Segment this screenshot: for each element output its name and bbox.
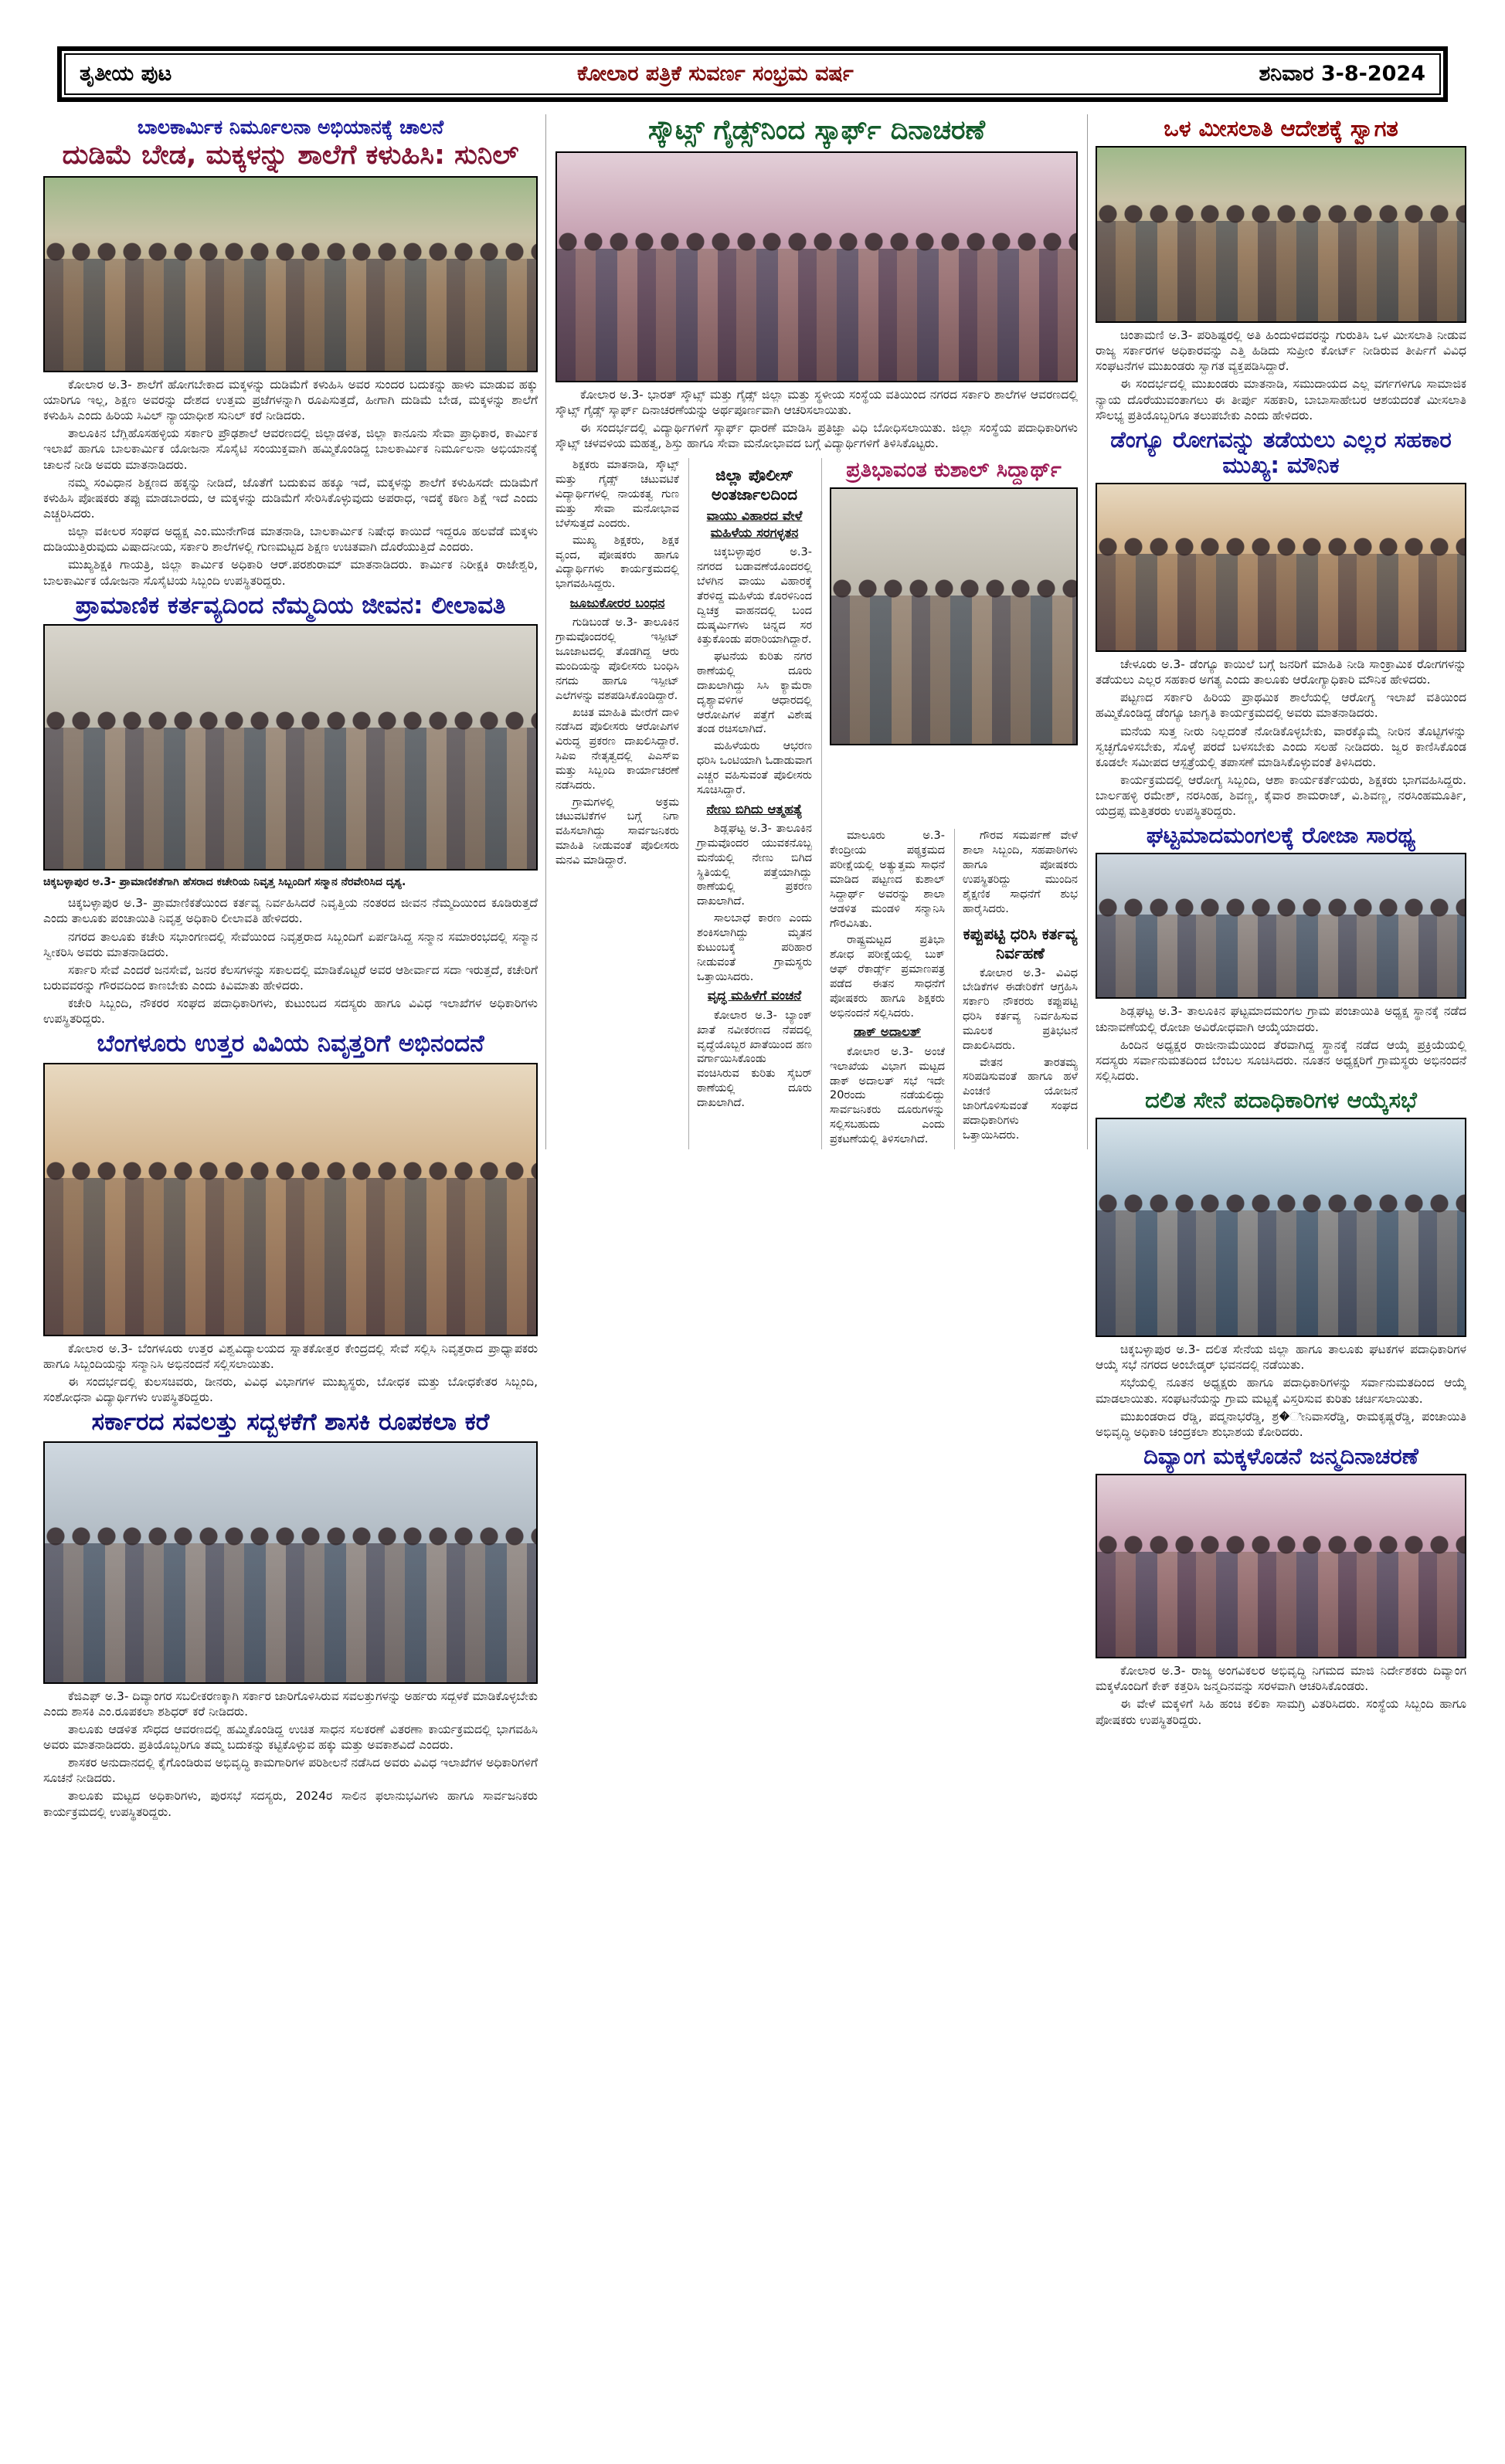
body-paragraph: ಕೋಲಾರ ಅ.3- ಭಾರತ್ ಸ್ಕೌಟ್ಸ್ ಮತ್ತು ಗೈಡ್ಸ್ ಜಿಲ್ಲಾ ಮತ್ತು ಸ್ಥಳೀಯ ಸಂಸ್ಥೆಯ ವತಿಯಿಂದ ನಗರದ ಸರ್ಕಾರಿ ಶಾಲೆಗಳ ಆವರಣದಲ್ಲಿ ಸ್ಕೌಟ್ಸ್ ಗೈಡ್ಸ್ ಸ್ಕಾರ್ಫ್ ದಿನಾಚರಣೆಯನ್ನು ಅರ್ಥಪೂರ್ಣವಾಗಿ ಆಚರಿಸಲಾಯಿತು. — [555, 387, 1078, 418]
body-paragraph: ಚಿಕ್ಕಬಳ್ಳಾಪುರ ಅ.3- ದಲಿತ ಸೇನೆಯ ಜಿಲ್ಲಾ ಹಾಗೂ ತಾಲೂಕು ಘಟಕಗಳ ಪದಾಧಿಕಾರಿಗಳ ಆಯ್ಕೆ ಸಭೆ ನಗರದ ಅಂಬೇಡ್ಕರ್ ಭವನದಲ್ಲಿ ನಡೆಯಿತು. — [1096, 1342, 1466, 1373]
body-paragraph: ಸಭೆಯಲ್ಲಿ ನೂತನ ಅಧ್ಯಕ್ಷರು ಹಾಗೂ ಪದಾಧಿಕಾರಿಗಳನ್ನು ಸರ್ವಾನುಮತದಿಂದ ಆಯ್ಕೆ ಮಾಡಲಾಯಿತು. ಸಂಘಟನೆಯನ್ನು ಗ್ರಾಮ ಮಟ್ಟಕ್ಕೆ ವಿಸ್ತರಿಸುವ ಕುರಿತು ಚರ್ಚಿಸಲಾಯಿತು. — [1096, 1376, 1466, 1406]
article-internal-reservation — [1096, 114, 1466, 426]
body-paragraph: ಮುಖ್ಯ ಶಿಕ್ಷಕರು, ಶಿಕ್ಷಕ ವೃಂದ, ಪೋಷಕರು ಹಾಗೂ ವಿದ್ಯಾರ್ಥಿಗಳು ಕಾರ್ಯಕ್ರಮದಲ್ಲಿ ಭಾಗವಹಿಸಿದ್ದರು. — [555, 534, 679, 591]
body-paragraph: ಶಿಡ್ಲಘಟ್ಟ ಅ.3- ತಾಲೂಕಿನ ಗ್ರಾಮವೊಂದರ ಯುವಕನೊಬ್ಬ ಮನೆಯಲ್ಲಿ ನೇಣು ಬಿಗಿದ ಸ್ಥಿತಿಯಲ್ಲಿ ಪತ್ತೆಯಾಗಿದ್ದು ಠಾಣೆಯಲ್ಲಿ ಪ್ರಕರಣ ದಾಖಲಾಗಿದೆ. — [697, 823, 812, 908]
article-headline: ದಿವ್ಯಾಂಗ ಮಕ್ಕಳೊಡನೆ ಜನ್ಮದಿನಾಚರಣೆ — [1143, 1443, 1418, 1470]
middle-column — [545, 114, 1088, 1149]
masthead-inner — [64, 53, 1441, 95]
photo-caption: ಚಿಕ್ಕಬಳ್ಳಾಪುರ ಅ.3- ಪ್ರಾಮಾಣಿಕತೆಗಾಗಿ ಹೆಸರಾದ ಕಚೇರಿಯ ನಿವೃತ್ತ ಸಿಬ್ಬಂದಿಗೆ ಸನ್ಮಾನ ನೆರವೇರಿಸಿದ ದೃಶ್ಯ. — [43, 876, 406, 889]
body-paragraph: ಜಿಲ್ಲಾ ವಕೀಲರ ಸಂಘದ ಅಧ್ಯಕ್ಷ ಎಂ.ಮುನೇಗೌಡ ಮಾತನಾಡಿ, ಬಾಲಕಾರ್ಮಿಕ ನಿಷೇಧ ಕಾಯಿದೆ ಇದ್ದರೂ ಹಲವೆಡೆ ಮಕ್ಕಳು ದುಡಿಯುತ್ತಿರುವುದು ವಿಷಾದನೀಯ, ಸರ್ಕಾರಿ ಶಾಲೆಗಳಲ್ಲಿ ಗುಣಮಟ್ಟದ ಶಿಕ್ಷಣ ಉಚಿತವಾಗಿ ದೊರೆಯುತ್ತಿದೆ ಎಂದರು. — [43, 524, 538, 555]
body-paragraph: ರಾಷ್ಟ್ರಮಟ್ಟದ ಪ್ರತಿಭಾ ಶೋಧ ಪರೀಕ್ಷೆಯಲ್ಲಿ ಬುಕ್ ಆಫ್ ರೆಕಾರ್ಡ್ಸ್ ಪ್ರಮಾಣಪತ್ರ ಪಡೆದ ಈತನ ಸಾಧನೆಗೆ ಪೋಷಕರು ಹಾಗೂ ಶಿಕ್ಷಕರು ಅಭಿನಂದನೆ ಸಲ್ಲಿಸಿದರು. — [830, 934, 945, 1020]
article-intro — [555, 387, 1078, 452]
mini-body — [555, 616, 679, 867]
body-paragraph: ಚಿಕ್ಕಬಳ್ಳಾಪುರ ಅ.3- ನಗರದ ಬಡಾವಣೆಯೊಂದರಲ್ಲಿ ಬೆಳಗಿನ ವಾಯು ವಿಹಾರಕ್ಕೆ ತೆರಳಿದ್ದ ಮಹಿಳೆಯ ಕೊರಳಿನಿಂದ ದ್ವಿಚಕ್ರ ವಾಹನದಲ್ಲಿ ಬಂದ ದುಷ್ಕರ್ಮಿಗಳು ಚಿನ್ನದ ಸರ ಕಿತ್ತುಕೊಂಡು ಪರಾರಿಯಾಗಿದ್ದಾರೆ. — [697, 546, 812, 647]
mini-column-4 — [954, 829, 1078, 1149]
article-honest-duty — [43, 591, 538, 1030]
body-paragraph: ಈ ಸಂದರ್ಭದಲ್ಲಿ ಮುಖಂಡರು ಮಾತನಾಡಿ, ಸಮುದಾಯದ ಎಲ್ಲ ವರ್ಗಗಳಿಗೂ ಸಾಮಾಜಿಕ ನ್ಯಾಯ ದೊರೆಯುವಂತಾಗಲು ಈ ತೀರ್ಪು ಸಹಕಾರಿ, ಬಾಬಾಸಾಹೇಬರ ಆಶಯದಂತೆ ಮೀಸಲಾತಿ ಸೌಲಭ್ಯ ಪ್ರತಿಯೊಬ್ಬರಿಗೂ ತಲುಪಬೇಕು ಎಂದು ಹೇಳಿದರು. — [1096, 377, 1466, 423]
article-roja-president — [1096, 821, 1466, 1086]
body-paragraph: ಕೋಲಾರ ಅ.3- ಬೆಂಗಳೂರು ಉತ್ತರ ವಿಶ್ವವಿದ್ಯಾಲಯದ ಸ್ನಾತಕೋತ್ತರ ಕೇಂದ್ರದಲ್ಲಿ ಸೇವೆ ಸಲ್ಲಿಸಿ ನಿವೃತ್ತರಾದ ಪ್ರಾಧ್ಯಾಪಕರು ಹಾಗೂ ಸಿಬ್ಬಂದಿಯನ್ನು ಸನ್ಮಾನಿಸಿ ಅಭಿನಂದನೆ ಸಲ್ಲಿಸಲಾಯಿತು. — [43, 1341, 538, 1371]
body-paragraph: ನಗರದ ತಾಲೂಕು ಕಚೇರಿ ಸಭಾಂಗಣದಲ್ಲಿ ಸೇವೆಯಿಂದ ನಿವೃತ್ತರಾದ ಸಿಬ್ಬಂದಿಗೆ ಏರ್ಪಡಿಸಿದ್ದ ಸನ್ಮಾನ ಸಮಾರಂಭದಲ್ಲಿ ಸನ್ಮಾನ ಸ್ವೀಕರಿಸಿ ಅವರು ಮಾತನಾಡಿದರು. — [43, 929, 538, 959]
article-divyang-birthday — [1096, 1442, 1466, 1730]
mini-headline-fraud: ವೃದ್ಧ ಮಹಿಳೆಗೆ ವಂಚನೆ — [707, 988, 802, 1003]
news-photo — [1096, 483, 1466, 652]
mini-column-3 — [821, 829, 945, 1149]
article-headline: ಘಟ್ಟಮಾದಮಂಗಲಕ್ಕೆ ರೋಜಾ ಸಾರಥ್ಯ — [1146, 822, 1416, 849]
mini-headline-chain-snatching: ವಾಯು ವಿಹಾರದ ವೇಳೆ ಮಹಿಳೆಯ ಸರಗಳ್ಳತನ — [706, 508, 803, 540]
article-headline: ಡೆಂಗ್ಯೂ ರೋಗವನ್ನು ತಡೆಯಲು ಎಲ್ಲರ ಸಹಕಾರ ಮುಖ್ಯ: ಮೌನಿಕ — [1110, 426, 1452, 478]
right-column — [1096, 114, 1466, 1730]
mini-body — [830, 1045, 945, 1147]
mini-headline-police-web: ಜಿಲ್ಲಾ ಪೊಲೀಸ್ ಅಂತರ್ಜಾಲದಿಂದ — [711, 466, 798, 504]
news-photo — [830, 487, 1078, 745]
kushal-feature-block — [821, 458, 1078, 829]
body-paragraph: ಕಾರ್ಯಕ್ರಮದಲ್ಲಿ ಆರೋಗ್ಯ ಸಿಬ್ಬಂದಿ, ಆಶಾ ಕಾರ್ಯಕರ್ತೆಯರು, ಶಿಕ್ಷಕರು ಭಾಗವಹಿಸಿದ್ದರು. ಬಾರ್ಲಹಳ್ಳಿ ರಮೇಶ್, ನರಸಿಂಹ, ಶಿವಣ್ಣ, ಕೈವಾರ ಶಾಮರಾಜ್, ವಿ.ಶಿವಣ್ಣ, ನರಸಿಂಹಮೂರ್ತಿ, ಯದ್ರಪ್ಪ ಮತ್ತಿತರರು ಉಪಸ್ಥಿತರಿದ್ದರು. — [1096, 772, 1466, 819]
body-paragraph: ಕೋಲಾರ ಅ.3- ಬ್ಯಾಂಕ್ ಖಾತೆ ನವೀಕರಣದ ನೆಪದಲ್ಲಿ ವೃದ್ಧೆಯೊಬ್ಬರ ಖಾತೆಯಿಂದ ಹಣ ವರ್ಗಾಯಿಸಿಕೊಂಡು ವಂಚಿಸಿರುವ ಕುರಿತು ಸೈಬರ್ ಠಾಣೆಯಲ್ಲಿ ದೂರು ದಾಖಲಾಗಿದೆ. — [697, 1009, 812, 1109]
news-photo — [555, 151, 1078, 382]
body-paragraph: ಮಾಲೂರು ಅ.3- ಕೇಂದ್ರೀಯ ಪಠ್ಯಕ್ರಮದ ಪರೀಕ್ಷೆಯಲ್ಲಿ ಅತ್ಯುತ್ತಮ ಸಾಧನೆ ಮಾಡಿದ ಪಟ್ಟಣದ ಕುಶಾಲ್ ಸಿದ್ದಾರ್ಥ್ ಅವರನ್ನು ಶಾಲಾ ಆಡಳಿತ ಮಂಡಳಿ ಸನ್ಮಾನಿಸಿ ಗೌರವಿಸಿತು. — [830, 830, 945, 930]
article-headline: ದಲಿತ ಸೇನೆ ಪದಾಧಿಕಾರಿಗಳ ಆಯ್ಕೆಸಭೆ — [1145, 1087, 1417, 1114]
body-paragraph: ಸಾಲಬಾಧೆ ಕಾರಣ ಎಂದು ಶಂಕಿಸಲಾಗಿದ್ದು ಮೃತನ ಕುಟುಂಬಕ್ಕೆ ಪರಿಹಾರ ನೀಡುವಂತೆ ಗ್ರಾಮಸ್ಥರು ಒತ್ತಾಯಿಸಿದರು. — [697, 912, 812, 983]
news-photo — [1096, 1474, 1466, 1658]
body-paragraph: ಸರ್ಕಾರಿ ಸೇವೆ ಎಂದರೆ ಜನಸೇವೆ, ಜನರ ಕೆಲಸಗಳನ್ನು ಸಕಾಲದಲ್ಲಿ ಮಾಡಿಕೊಟ್ಟರೆ ಅವರ ಆಶೀರ್ವಾದ ಸದಾ ಇರುತ್ತದೆ, ಕಚೇರಿಗೆ ಬರುವವರನ್ನು ಗೌರವದಿಂದ ಕಾಣಬೇಕು ಎಂದು ಕಿವಿಮಾತು ಹೇಳಿದರು. — [43, 962, 538, 993]
article-body — [43, 1341, 538, 1406]
article-mla-roopakala — [43, 1407, 538, 1821]
body-paragraph: ಶಾಸಕರ ಅನುದಾನದಲ್ಲಿ ಕೈಗೊಂಡಿರುವ ಅಭಿವೃದ್ಧಿ ಕಾಮಗಾರಿಗಳ ಪರಿಶೀಲನೆ ನಡೆಸಿದ ಅವರು ವಿವಿಧ ಇಲಾಖೆಗಳ ಅಧಿಕಾರಿಗಳಿಗೆ ಸೂಚನೆ ನೀಡಿದರು. — [43, 1756, 538, 1786]
body-paragraph: ತಾಲೂಕು ಮಟ್ಟದ ಅಧಿಕಾರಿಗಳು, ಪುರಸಭೆ ಸದಸ್ಯರು, 2024ರ ಸಾಲಿನ ಫಲಾನುಭವಿಗಳು ಹಾಗೂ ಸಾರ್ವಜನಿಕರು ಕಾರ್ಯಕ್ರಮದಲ್ಲಿ ಉಪಸ್ಥಿತರಿದ್ದರು. — [43, 1789, 538, 1819]
article-body — [1096, 328, 1466, 423]
article-body — [43, 1688, 538, 1820]
article-headline: ದುಡಿಮೆ ಬೇಡ, ಮಕ್ಕಳನ್ನು ಶಾಲೆಗೆ ಕಳುಹಿಸಿ: ಸುನಿಲ್ — [62, 140, 519, 171]
body-paragraph: ಶಿಕ್ಷಕರು ಮಾತನಾಡಿ, ಸ್ಕೌಟ್ಸ್ ಮತ್ತು ಗೈಡ್ಸ್ ಚಟುವಟಿಕೆ ವಿದ್ಯಾರ್ಥಿಗಳಲ್ಲಿ ನಾಯಕತ್ವ ಗುಣ ಮತ್ತು ಸೇವಾ ಮನೋಭಾವ ಬೆಳೆಸುತ್ತದೆ ಎಂದರು. — [555, 459, 679, 530]
mini-body — [555, 458, 679, 592]
article-headline: ಒಳ ಮೀಸಲಾತಿ ಆದೇಶಕ್ಕೆ ಸ್ವಾಗತ — [1164, 115, 1398, 141]
body-paragraph: ಪಟ್ಟಣದ ಸರ್ಕಾರಿ ಹಿರಿಯ ಪ್ರಾಥಮಿಕ ಶಾಲೆಯಲ್ಲಿ ಆರೋಗ್ಯ ಇಲಾಖೆ ವತಿಯಿಂದ ಹಮ್ಮಿಕೊಂಡಿದ್ದ ಡೆಂಗ್ಯೂ ಜಾಗೃತಿ ಕಾರ್ಯಕ್ರಮದಲ್ಲಿ ಅವರು ಮಾತನಾಡಿದರು. — [1096, 691, 1466, 721]
body-paragraph: ಈ ಸಂದರ್ಭದಲ್ಲಿ ಕುಲಸಚಿವರು, ಡೀನರು, ವಿವಿಧ ವಿಭಾಗಗಳ ಮುಖ್ಯಸ್ಥರು, ಬೋಧಕ ಮತ್ತು ಬೋಧಕೇತರ ಸಿಬ್ಬಂದಿ, ಸಂಶೋಧನಾ ವಿದ್ಯಾರ್ಥಿಗಳು ಉಪಸ್ಥಿತರಿದ್ದರು. — [43, 1374, 538, 1405]
body-paragraph: ನಮ್ಮ ಸಂವಿಧಾನ ಶಿಕ್ಷಣದ ಹಕ್ಕನ್ನು ನೀಡಿದೆ, ಜೊತೆಗೆ ಬದುಕುವ ಹಕ್ಕೂ ಇದೆ, ಮಕ್ಕಳನ್ನು ಶಾಲೆಗೆ ಕಳುಹಿಸದೇ ದುಡಿಮೆಗೆ ಕಳುಹಿಸಿ ಪೋಷಕರು ತಪ್ಪು ಮಾಡಬಾರದು, ಆ ಮಕ್ಕಳನ್ನು ದುಡಿಮೆಗೆ ಸೇರಿಸಿಕೊಳ್ಳುವುದು ಅಪರಾಧ, ಇದಕ್ಕೆ ಕಠಿಣ ಶಿಕ್ಷೆ ಇದೆ ಎಂದು ಎಚ್ಚರಿಸಿದರು. — [43, 475, 538, 521]
body-paragraph: ಹಿಂದಿನ ಅಧ್ಯಕ್ಷರ ರಾಜೀನಾಮೆಯಿಂದ ತೆರವಾಗಿದ್ದ ಸ್ಥಾನಕ್ಕೆ ನಡೆದ ಆಯ್ಕೆ ಪ್ರಕ್ರಿಯೆಯಲ್ಲಿ ಸದಸ್ಯರು ಸರ್ವಾನುಮತದಿಂದ ಬೆಂಬಲ ಸೂಚಿಸಿದರು. ನೂತನ ಅಧ್ಯಕ್ಷರಿಗೆ ಗ್ರಾಮಸ್ಥರು ಅಭಿನಂದನೆ ಸಲ್ಲಿಸಿದರು. — [1096, 1037, 1466, 1083]
mini-body — [830, 829, 945, 1020]
body-paragraph: ಗೌರವ ಸಮರ್ಪಣೆ ವೇಳೆ ಶಾಲಾ ಸಿಬ್ಬಂದಿ, ಸಹಪಾಠಿಗಳು ಹಾಗೂ ಪೋಷಕರು ಉಪಸ್ಥಿತರಿದ್ದು ಮುಂದಿನ ಶೈಕ್ಷಣಿಕ ಸಾಧನೆಗೆ ಶುಭ ಹಾರೈಸಿದರು. — [963, 830, 1078, 915]
news-photo — [1096, 853, 1466, 999]
anniversary-banner: ಕೋಲಾರ ಪತ್ರಿಕೆ ಸುವರ್ಣ ಸಂಭ್ರಮ ವರ್ಷ — [576, 62, 854, 86]
body-paragraph: ಗ್ರಾಮಗಳಲ್ಲಿ ಅಕ್ರಮ ಚಟುವಟಿಕೆಗಳ ಬಗ್ಗೆ ನಿಗಾ ವಹಿಸಲಾಗಿದ್ದು ಸಾರ್ವಜನಿಕರು ಮಾಹಿತಿ ನೀಡುವಂತೆ ಪೊಲೀಸರು ಮನವಿ ಮಾಡಿದ್ದಾರೆ. — [555, 796, 679, 867]
left-column — [43, 114, 538, 1822]
article-body — [1096, 1663, 1466, 1728]
masthead — [57, 46, 1448, 102]
body-paragraph: ಕಚೇರಿ ಸಿಬ್ಬಂದಿ, ನೌಕರರ ಸಂಘದ ಪದಾಧಿಕಾರಿಗಳು, ಕುಟುಂಬದ ಸದಸ್ಯರು ಹಾಗೂ ವಿವಿಧ ಇಲಾಖೆಗಳ ಅಧಿಕಾರಿಗಳು ಉಪಸ್ಥಿತರಿದ್ದರು. — [43, 996, 538, 1027]
article-body — [43, 377, 538, 589]
body-paragraph: ತಾಲೂಕು ಆಡಳಿತ ಸೌಧದ ಆವರಣದಲ್ಲಿ ಹಮ್ಮಿಕೊಂಡಿದ್ದ ಉಚಿತ ಸಾಧನ ಸಲಕರಣೆ ವಿತರಣಾ ಕಾರ್ಯಕ್ರಮದಲ್ಲಿ ಭಾಗವಹಿಸಿ ಅವರು ಮಾತನಾಡಿದರು. ಪ್ರತಿಯೊಬ್ಬರಿಗೂ ತಮ್ಮ ಬದುಕನ್ನು ಕಟ್ಟಿಕೊಳ್ಳುವ ಹಕ್ಕು ಮತ್ತು ಅವಕಾಶವಿದೆ ಎಂದರು. — [43, 1722, 538, 1752]
body-paragraph: ವೇತನ ತಾರತಮ್ಯ ಸರಿಪಡಿಸುವಂತೆ ಹಾಗೂ ಹಳೆ ಪಿಂಚಣಿ ಯೋಜನೆ ಜಾರಿಗೊಳಿಸುವಂತೆ ಸಂಘದ ಪದಾಧಿಕಾರಿಗಳು ಒತ್ತಾಯಿಸಿದರು. — [963, 1056, 1078, 1142]
body-paragraph: ಈ ಸಂದರ್ಭದಲ್ಲಿ ವಿದ್ಯಾರ್ಥಿಗಳಿಗೆ ಸ್ಕಾರ್ಫ್ ಧಾರಣೆ ಮಾಡಿಸಿ ಪ್ರತಿಜ್ಞಾ ವಿಧಿ ಬೋಧಿಸಲಾಯಿತು. ಜಿಲ್ಲಾ ಸಂಸ್ಥೆಯ ಪದಾಧಿಕಾರಿಗಳು ಸ್ಕೌಟ್ಸ್ ಚಳವಳಿಯ ಮಹತ್ವ, ಶಿಸ್ತು ಹಾಗೂ ಸೇವಾ ಮನೋಭಾವದ ಬಗ್ಗೆ ವಿದ್ಯಾರ್ಥಿಗಳಿಗೆ ತಿಳಿಸಿಕೊಟ್ಟರು. — [555, 421, 1078, 451]
mini-body — [697, 545, 812, 797]
article-body — [1096, 1003, 1466, 1084]
body-paragraph: ಚೇಳೂರು ಅ.3- ಡೆಂಗ್ಯೂ ಕಾಯಿಲೆ ಬಗ್ಗೆ ಜನರಿಗೆ ಮಾಹಿತಿ ನೀಡಿ ಸಾಂಕ್ರಾಮಿಕ ರೋಗಗಳನ್ನು ತಡೆಯಲು ಎಲ್ಲರ ಸಹಕಾರ ಅಗತ್ಯ ಎಂದು ತಾಲೂಕು ಆರೋಗ್ಯಾಧಿಕಾರಿ ಮೌನಿಕ ಹೇಳಿದರು. — [1096, 657, 1466, 687]
article-kicker: ಬಾಲಕಾರ್ಮಿಕ ನಿರ್ಮೂಲನಾ ಅಭಿಯಾನಕ್ಕೆ ಚಾಲನೆ — [137, 116, 444, 138]
mini-body — [697, 1009, 812, 1111]
body-paragraph: ಮಹಿಳೆಯರು ಆಭರಣ ಧರಿಸಿ ಒಂಟಿಯಾಗಿ ಓಡಾಡುವಾಗ ಎಚ್ಚರ ವಹಿಸುವಂತೆ ಪೊಲೀಸರು ಸೂಚಿಸಿದ್ದಾರೆ. — [697, 740, 812, 796]
article-university-retirees — [43, 1029, 538, 1407]
mini-body — [963, 966, 1078, 1143]
body-paragraph: ಖಚಿತ ಮಾಹಿತಿ ಮೇರೆಗೆ ದಾಳಿ ನಡೆಸಿದ ಪೊಲೀಸರು ಆರೋಪಿಗಳ ವಿರುದ್ಧ ಪ್ರಕರಣ ದಾಖಲಿಸಿದ್ದಾರೆ. ಸಿಪಿಐ ನೇತೃತ್ವದಲ್ಲಿ ಪಿಎಸ್ಐ ಮತ್ತು ಸಿಬ್ಬಂದಿ ಕಾರ್ಯಾಚರಣೆ ನಡೆಸಿದರು. — [555, 706, 679, 792]
mini-column-1 — [555, 458, 679, 1149]
article-child-labour — [43, 114, 538, 591]
mini-body — [963, 829, 1078, 916]
feature-headline: ಪ್ರತಿಭಾವಂತ ಕುಶಾಲ್ ಸಿದ್ದಾರ್ಥ್ — [846, 458, 1062, 483]
page-number-label: ತೃತೀಯ ಪುಟ — [80, 62, 172, 86]
article-body — [1096, 1342, 1466, 1440]
body-paragraph: ಚಿಕ್ಕಬಳ್ಳಾಪುರ ಅ.3- ಪ್ರಾಮಾಣಿಕತೆಯಿಂದ ಕರ್ತವ್ಯ ನಿರ್ವಹಿಸಿದರೆ ನಿವೃತ್ತಿಯ ನಂತರದ ಜೀವನ ನೆಮ್ಮದಿಯಿಂದ ಕೂಡಿರುತ್ತದೆ ಎಂದು ತಾಲೂಕು ಪಂಚಾಯಿತಿ ನಿವೃತ್ತ ಅಧಿಕಾರಿ ಲೀಲಾವತಿ ಹೇಳಿದರು. — [43, 896, 538, 926]
article-body — [1096, 657, 1466, 819]
middle-mini-columns — [555, 458, 1078, 1149]
mini-headline-suicide: ನೇಣು ಬಿಗಿದು ಆತ್ಮಹತ್ಯೆ — [706, 801, 803, 816]
body-paragraph: ತಾಲೂಕಿನ ಬೆಗ್ಲಿಹೊಸಹಳ್ಳಿಯ ಸರ್ಕಾರಿ ಪ್ರೌಢಶಾಲೆ ಆವರಣದಲ್ಲಿ ಜಿಲ್ಲಾಡಳಿತ, ಜಿಲ್ಲಾ ಕಾನೂನು ಸೇವಾ ಪ್ರಾಧಿಕಾರ, ಕಾರ್ಮಿಕ ಇಲಾಖೆ ಹಾಗೂ ಬಾಲಕಾರ್ಮಿಕ ಯೋಜನಾ ಸೊಸೈಟಿ ಸಂಯುಕ್ತವಾಗಿ ಹಮ್ಮಿಕೊಂಡಿದ್ದ ಬಾಲಕಾರ್ಮಿಕ ನಿರ್ಮೂಲನಾ ಅಭಿಯಾನಕ್ಕೆ ಚಾಲನೆ ನೀಡಿ ಅವರು ಮಾತನಾಡಿದರು. — [43, 426, 538, 472]
page-content — [0, 102, 1505, 1822]
body-paragraph: ಶಿಡ್ಲಘಟ್ಟ ಅ.3- ತಾಲೂಕಿನ ಘಟ್ಟಮಾದಮಂಗಲ ಗ್ರಾಮ ಪಂಚಾಯಿತಿ ಅಧ್ಯಕ್ಷ ಸ್ಥಾನಕ್ಕೆ ನಡೆದ ಚುನಾವಣೆಯಲ್ಲಿ ರೋಜಾ ಅವಿರೋಧವಾಗಿ ಆಯ್ಕೆಯಾದರು. — [1096, 1004, 1466, 1034]
body-paragraph: ಕೋಲಾರ ಅ.3- ಅಂಚೆ ಇಲಾಖೆಯ ವಿಭಾಗ ಮಟ್ಟದ ಡಾಕ್ ಅದಾಲತ್ ಸಭೆ ಇದೇ 20ರಂದು ನಡೆಯಲಿದ್ದು ಸಾರ್ವಜನಿಕರು ದೂರುಗಳನ್ನು ಸಲ್ಲಿಸಬಹುದು ಎಂದು ಪ್ರಕಟಣೆಯಲ್ಲಿ ತಿಳಿಸಲಾಗಿದೆ. — [830, 1045, 945, 1145]
body-paragraph: ಈ ವೇಳೆ ಮಕ್ಕಳಿಗೆ ಸಿಹಿ ಹಂಚಿ ಕಲಿಕಾ ಸಾಮಗ್ರಿ ವಿತರಿಸಿದರು. ಸಂಸ್ಥೆಯ ಸಿಬ್ಬಂದಿ ಹಾಗೂ ಪೋಷಕರು ಉಪಸ್ಥಿತರಿದ್ದರು. — [1096, 1697, 1466, 1727]
article-body — [43, 895, 538, 1027]
news-photo — [1096, 1118, 1466, 1337]
mini-headline-black-badge: ಕಪ್ಪುಪಟ್ಟಿ ಧರಿಸಿ ಕರ್ತವ್ಯ ನಿರ್ವಹಣೆ — [963, 924, 1078, 962]
body-paragraph: ಚಿಂತಾಮಣಿ ಅ.3- ಪರಿಶಿಷ್ಟರಲ್ಲಿ ಅತಿ ಹಿಂದುಳಿದವರನ್ನು ಗುರುತಿಸಿ ಒಳ ಮೀಸಲಾತಿ ನೀಡುವ ರಾಜ್ಯ ಸರ್ಕಾರಗಳ ಅಧಿಕಾರವನ್ನು ಎತ್ತಿ ಹಿಡಿದು ಸುಪ್ರೀಂ ಕೋರ್ಟ್ ನೀಡಿರುವ ತೀರ್ಪಿಗೆ ವಿವಿಧ ಸಂಘಟನೆಗಳ ಮುಖಂಡರು ಸ್ವಾಗತ ವ್ಯಕ್ತಪಡಿಸಿದ್ದಾರೆ. — [1096, 328, 1466, 374]
article-headline: ಪ್ರಾಮಾಣಿಕ ಕರ್ತವ್ಯದಿಂದ ನೆಮ್ಮದಿಯ ಜೀವನ: ಲೀಲಾವತಿ — [75, 591, 506, 619]
news-photo — [43, 176, 538, 372]
body-paragraph: ಕೋಲಾರ ಅ.3- ವಿವಿಧ ಬೇಡಿಕೆಗಳ ಈಡೇರಿಕೆಗೆ ಆಗ್ರಹಿಸಿ ಸರ್ಕಾರಿ ನೌಕರರು ಕಪ್ಪುಪಟ್ಟಿ ಧರಿಸಿ ಕರ್ತವ್ಯ ನಿರ್ವಹಿಸುವ ಮೂಲಕ ಪ್ರತಿಭಟನೆ ದಾಖಲಿಸಿದರು. — [963, 966, 1078, 1052]
body-paragraph: ಕೆಜಿಎಫ್ ಅ.3- ದಿವ್ಯಾಂಗರ ಸಬಲೀಕರಣಕ್ಕಾಗಿ ಸರ್ಕಾರ ಜಾರಿಗೊಳಿಸಿರುವ ಸವಲತ್ತುಗಳನ್ನು ಅರ್ಹರು ಸದ್ಬಳಕೆ ಮಾಡಿಕೊಳ್ಳಬೇಕು ಎಂದು ಶಾಸಕಿ ಎಂ.ರೂಪಕಲಾ ಶಶಿಧರ್ ಕರೆ ನೀಡಿದರು. — [43, 1688, 538, 1719]
article-dalit-sene — [1096, 1086, 1466, 1442]
mini-headline-gamblers: ಜೂಜುಕೋರರ ಬಂಧನ — [569, 596, 665, 611]
news-photo — [43, 624, 538, 871]
body-paragraph: ಘಟನೆಯ ಕುರಿತು ನಗರ ಠಾಣೆಯಲ್ಲಿ ದೂರು ದಾಖಲಾಗಿದ್ದು ಸಿಸಿ ಕ್ಯಾಮೆರಾ ದೃಶ್ಯಾವಳಿಗಳ ಆಧಾರದಲ್ಲಿ ಆರೋಪಿಗಳ ಪತ್ತೆಗೆ ವಿಶೇಷ ತಂಡ ರಚಿಸಲಾಗಿದೆ. — [697, 650, 812, 736]
mini-column-2 — [688, 458, 812, 1149]
mini-headline-dak-adalat: ಡಾಕ್ ಅದಾಲತ್ — [854, 1024, 921, 1040]
news-photo — [43, 1063, 538, 1336]
body-paragraph: ಕೋಲಾರ ಅ.3- ರಾಜ್ಯ ಅಂಗವಿಕಲರ ಅಭಿವೃದ್ಧಿ ನಿಗಮದ ಮಾಜಿ ನಿರ್ದೇಶಕರು ದಿವ್ಯಾಂಗ ಮಕ್ಕಳೊಂದಿಗೆ ಕೇಕ್ ಕತ್ತರಿಸಿ ಜನ್ಮದಿನವನ್ನು ಸರಳವಾಗಿ ಆಚರಿಸಿಕೊಂಡರು. — [1096, 1664, 1466, 1694]
article-scouts-scarf — [555, 114, 1078, 453]
body-paragraph: ಕೋಲಾರ ಅ.3- ಶಾಲೆಗೆ ಹೋಗಬೇಕಾದ ಮಕ್ಕಳನ್ನು ದುಡಿಮೆಗೆ ಕಳುಹಿಸಿ ಅವರ ಸುಂದರ ಬದುಕನ್ನು ಹಾಳು ಮಾಡುವ ಹಕ್ಕು ಯಾರಿಗೂ ಇಲ್ಲ, ಶಿಕ್ಷಣ ಅವರನ್ನು ದೇಶದ ಉತ್ತಮ ಪ್ರಜೆಗಳನ್ನಾಗಿ ರೂಪಿಸುತ್ತದೆ, ಹೀಗಾಗಿ ದುಡಿಮೆ ಬೇಡ, ಮಕ್ಕಳನ್ನು ಶಾಲೆಗೆ ಕಳುಹಿಸಿ ಎಂದು ಹಿರಿಯ ಸಿವಿಲ್ ನ್ಯಾಯಾಧೀಶ ಸುನಿಲ್ ಕರೆ ನೀಡಿದರು. — [43, 377, 538, 423]
news-photo — [1096, 146, 1466, 323]
body-paragraph: ಮುಖಂಡರಾದ ರೆಡ್ಡಿ, ಪದ್ಮನಾಭರೆಡ್ಡಿ, ಶ್ರ�ೀನಿವಾಸರೆಡ್ಡಿ, ರಾಮಕೃಷ್ಣರೆಡ್ಡಿ, ಪಂಚಾಯಿತಿ ಅಭಿವೃದ್ಧಿ ಅಧಿಕಾರಿ ಚಂದ್ರಕಲಾ ಶುಭಾಶಯ ಕೋರಿದರು. — [1096, 1409, 1466, 1439]
article-dengue-awareness — [1096, 426, 1466, 822]
article-headline: ಬೆಂಗಳೂರು ಉತ್ತರ ವಿವಿಯ ನಿವೃತ್ತರಿಗೆ ಅಭಿನಂದನೆ — [97, 1030, 484, 1058]
article-headline: ಸ್ಕೌಟ್ಸ್ ಗೈಡ್ಸ್‌ನಿಂದ ಸ್ಕಾರ್ಫ್ ದಿನಾಚರಣೆ — [647, 115, 986, 146]
body-paragraph: ಮುಖ್ಯಶಿಕ್ಷಕಿ ಗಾಯತ್ರಿ, ಜಿಲ್ಲಾ ಕಾರ್ಮಿಕ ಅಧಿಕಾರಿ ಆರ್.ಪರಶುರಾಮ್ ಮಾತನಾಡಿದರು. ಕಾರ್ಮಿಕ ನಿರೀಕ್ಷಕಿ ರಾಜೇಶ್ವರಿ, ಬಾಲಕಾರ್ಮಿಕ ಯೋಜನಾ ಸೊಸೈಟಿಯ ಸಿಬ್ಬಂದಿ ಉಪಸ್ಥಿತರಿದ್ದರು. — [43, 558, 538, 588]
date-label: ಶನಿವಾರ 3-8-2024 — [1259, 62, 1425, 86]
article-headline: ಸರ್ಕಾರದ ಸವಲತ್ತು ಸದ್ಬಳಕೆಗೆ ಶಾಸಕಿ ರೂಪಕಲಾ ಕರೆ — [91, 1408, 490, 1437]
body-paragraph: ಮನೆಯ ಸುತ್ತ ನೀರು ನಿಲ್ಲದಂತೆ ನೋಡಿಕೊಳ್ಳಬೇಕು, ವಾರಕ್ಕೊಮ್ಮೆ ನೀರಿನ ತೊಟ್ಟಿಗಳನ್ನು ಸ್ವಚ್ಛಗೊಳಿಸಬೇಕು, ಸೊಳ್ಳೆ ಪರದೆ ಬಳಸಬೇಕು ಎಂದು ಸಲಹೆ ನೀಡಿದರು. ಜ್ವರ ಕಾಣಿಸಿಕೊಂಡ ಕೂಡಲೇ ಸಮೀಪದ ಆಸ್ಪತ್ರೆಯಲ್ಲಿ ತಪಾಸಣೆ ಮಾಡಿಸಿಕೊಳ್ಳುವಂತೆ ತಿಳಿಸಿದರು. — [1096, 724, 1466, 769]
news-photo — [43, 1441, 538, 1684]
body-paragraph: ಗುಡಿಬಂಡೆ ಅ.3- ತಾಲೂಕಿನ ಗ್ರಾಮವೊಂದರಲ್ಲಿ ಇಸ್ಪೀಟ್ ಜೂಜಾಟದಲ್ಲಿ ತೊಡಗಿದ್ದ ಆರು ಮಂದಿಯನ್ನು ಪೊಲೀಸರು ಬಂಧಿಸಿ ನಗದು ಹಾಗೂ ಇಸ್ಪೀಟ್ ಎಲೆಗಳನ್ನು ವಶಪಡಿಸಿಕೊಂಡಿದ್ದಾರೆ. — [555, 616, 679, 702]
mini-body — [697, 822, 812, 984]
